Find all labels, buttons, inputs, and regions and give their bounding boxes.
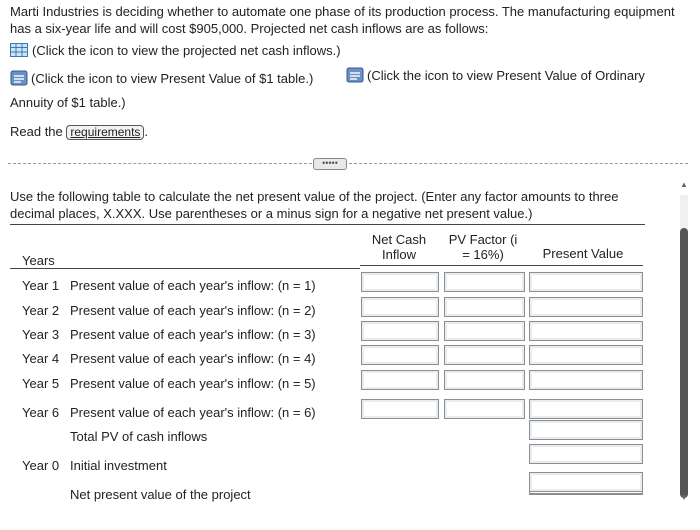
net-cash-inflow-input[interactable] bbox=[361, 345, 439, 365]
row-description: Present value of each year's inflow: (n = 6) bbox=[70, 405, 316, 420]
row-description: Present value of each year's inflow: (n = 2) bbox=[70, 303, 316, 318]
row-year-label: Year 4 bbox=[22, 351, 60, 366]
net-cash-inflow-input[interactable] bbox=[361, 370, 439, 390]
net-cash-inflow-input[interactable] bbox=[361, 399, 439, 419]
row-year-label: Year 2 bbox=[22, 303, 60, 318]
present-value-input[interactable] bbox=[529, 297, 643, 317]
present-value-input[interactable] bbox=[529, 272, 643, 292]
scrollbar-thumb[interactable] bbox=[680, 228, 688, 498]
row-description: Present value of each year's inflow: (n = 3) bbox=[70, 327, 316, 342]
row-year-label: Year 6 bbox=[22, 405, 60, 420]
net-cash-inflow-input[interactable] bbox=[361, 321, 439, 341]
table-top-rule bbox=[10, 224, 645, 225]
document-icon[interactable] bbox=[10, 70, 28, 86]
pv-factor-input[interactable] bbox=[444, 345, 525, 365]
net-cash-inflow-input[interactable] bbox=[361, 297, 439, 317]
values-header-rule bbox=[360, 265, 643, 266]
present-value-input[interactable] bbox=[529, 399, 643, 419]
problem-text-line1: Marti Industries is deciding whether to automate one phase of its production process. The manufacturing equipment bbox=[10, 4, 675, 19]
document-icon[interactable] bbox=[346, 67, 364, 83]
pv-factor-input[interactable] bbox=[444, 399, 525, 419]
npv-input[interactable] bbox=[529, 472, 643, 492]
problem-text-line2: has a six-year life and will cost $905,000. Projected net cash inflows are as follows: bbox=[10, 21, 489, 36]
initial-year-label: Year 0 bbox=[22, 458, 60, 473]
initial-investment-input[interactable] bbox=[529, 444, 643, 464]
years-header-rule bbox=[10, 268, 360, 269]
instructions-line2: decimal places, X.XXX. Use parentheses or a minus sign for a negative net present value.) bbox=[10, 206, 533, 221]
row-year-label: Year 5 bbox=[22, 376, 60, 391]
present-value-header: Present Value bbox=[542, 246, 624, 261]
pv-factor-input[interactable] bbox=[444, 370, 525, 390]
section-divider bbox=[8, 163, 688, 164]
years-header: Years bbox=[22, 253, 55, 268]
total-pv-label: Total PV of cash inflows bbox=[70, 429, 208, 444]
present-value-input[interactable] bbox=[529, 345, 643, 365]
row-description: Present value of each year's inflow: (n = 5) bbox=[70, 376, 316, 391]
scroll-up-arrow[interactable]: ▲ bbox=[680, 180, 688, 189]
pv-factor-header: PV Factor (i = 16%) bbox=[448, 232, 518, 262]
pv-factor-input[interactable] bbox=[444, 321, 525, 341]
present-value-input[interactable] bbox=[529, 321, 643, 341]
initial-investment-label: Initial investment bbox=[70, 458, 167, 473]
pv1-table-link[interactable]: (Click the icon to view Present Value of $1 table.) bbox=[10, 70, 313, 87]
present-value-input[interactable] bbox=[529, 370, 643, 390]
net-cash-inflow-header: Net Cash Inflow bbox=[371, 232, 427, 262]
pva-link-continued[interactable]: Annuity of $1 table.) bbox=[10, 95, 126, 110]
expand-dots-button[interactable]: ••••• bbox=[313, 158, 347, 170]
row-description: Present value of each year's inflow: (n = 4) bbox=[70, 351, 316, 366]
pv-factor-input[interactable] bbox=[444, 272, 525, 292]
cash-inflows-link[interactable]: (Click the icon to view the projected net cash inflows.) bbox=[10, 43, 341, 59]
pv-factor-input[interactable] bbox=[444, 297, 525, 317]
scroll-down-arrow[interactable]: ▼ bbox=[680, 493, 688, 502]
instructions-line1: Use the following table to calculate the net present value of the project. (Enter any factor amounts to three bbox=[10, 189, 619, 204]
pva-table-link[interactable]: (Click the icon to view Present Value of Ordinary bbox=[346, 67, 645, 84]
row-description: Present value of each year's inflow: (n = 1) bbox=[70, 278, 316, 293]
net-cash-inflow-input[interactable] bbox=[361, 272, 439, 292]
row-year-label: Year 1 bbox=[22, 278, 60, 293]
read-requirements-line: Read the requirements . bbox=[10, 124, 149, 139]
npv-label: Net present value of the project bbox=[70, 487, 251, 502]
requirements-link[interactable]: requirements bbox=[66, 125, 144, 140]
table-grid-icon[interactable] bbox=[10, 43, 28, 57]
total-pv-input[interactable] bbox=[529, 420, 643, 440]
row-year-label: Year 3 bbox=[22, 327, 60, 342]
